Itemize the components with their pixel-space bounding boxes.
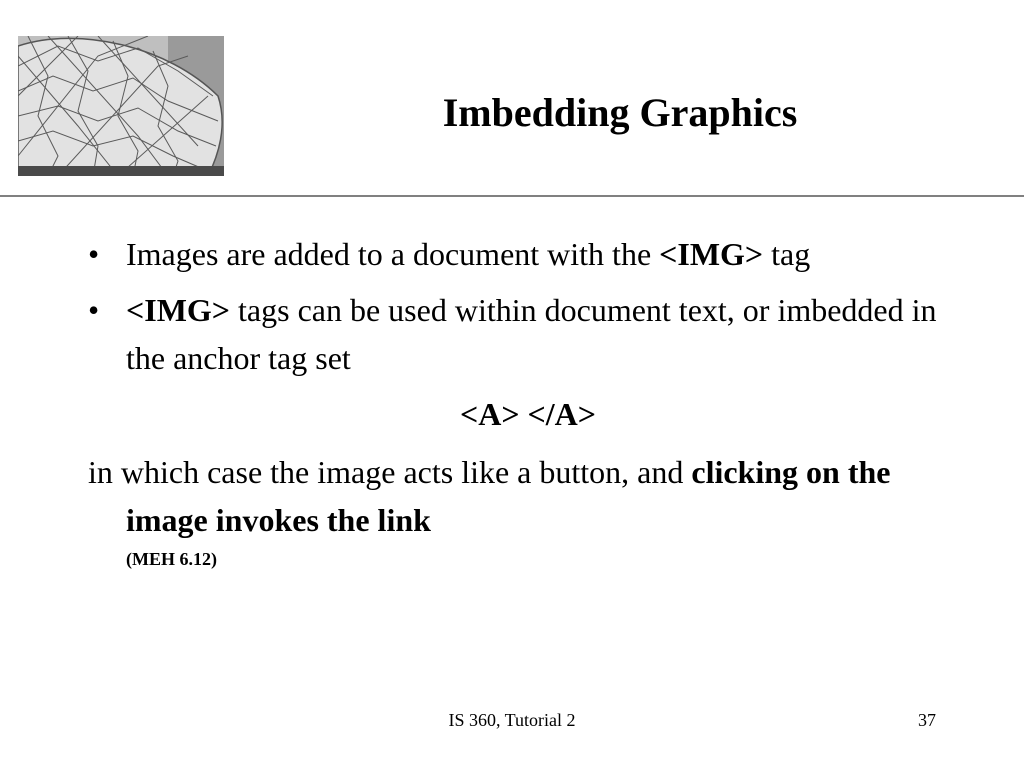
reference-citation: (MEH 6.12) <box>126 549 217 569</box>
slide-body <box>88 230 968 574</box>
title-divider <box>0 195 1024 197</box>
continuation-bold-text: clicking on the image invokes the link <box>126 454 891 538</box>
continuation-text: in which case the image acts like a button, and <box>88 454 692 490</box>
footer-page-number: 37 <box>918 710 936 730</box>
bullet-item <box>88 230 968 278</box>
continuation-paragraph <box>88 448 968 544</box>
geodesic-sphere-logo-image <box>18 36 224 176</box>
slide-title: Imbedding Graphics <box>442 90 798 135</box>
footer-course: IS 360, Tutorial 2 <box>448 710 576 730</box>
bullet-marker: • <box>88 236 100 272</box>
bullet-item <box>88 286 968 382</box>
bullet-text: tags can be used within document text, or imbedded in the anchor tag set <box>126 292 937 376</box>
img-tag-bold: <IMG> <box>126 292 231 328</box>
anchor-tag-example: <A> </A> <box>459 396 597 432</box>
bullet-text: Images are added to a document with the <box>126 236 660 272</box>
bullet-text: tag <box>763 236 811 272</box>
img-tag-bold: <IMG> <box>659 236 764 272</box>
bullet-marker: • <box>88 292 100 328</box>
